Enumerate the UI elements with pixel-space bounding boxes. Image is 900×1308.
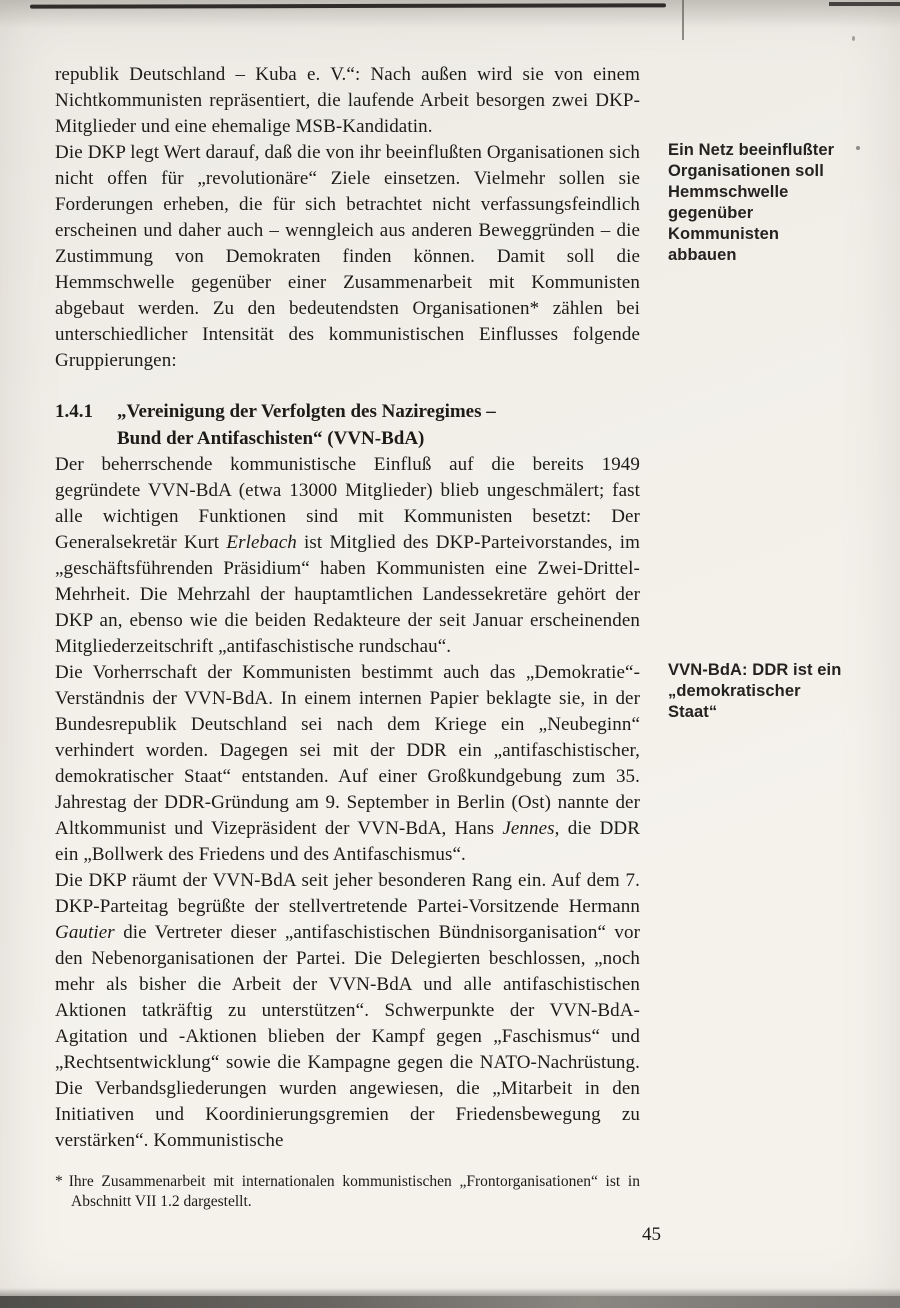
section-number: 1.4.1 bbox=[55, 401, 93, 422]
text-row bbox=[55, 62, 900, 140]
heading-row bbox=[55, 398, 900, 452]
section-title-line2: Bund der Antifaschisten“ (VVN-BdA) bbox=[117, 428, 425, 449]
section-heading bbox=[55, 398, 640, 452]
text-row bbox=[55, 660, 900, 868]
text-row bbox=[55, 140, 900, 374]
text-row bbox=[55, 868, 900, 1154]
margin-note-influenced-organisations: Ein Netz beeinflußter Organisationen soll Hemmschwelle gegenüber Kommunisten abbauen bbox=[668, 141, 835, 264]
section-title bbox=[117, 398, 496, 452]
footnote-row bbox=[55, 1172, 900, 1212]
body-paragraph-continued: republik Deutschland – Kuba e. V.“: Nach außen wird sie von einem Nichtkommunisten repräsentiert, die laufende Arbeit besorgen zwei DKP-Mitglieder und eine ehemalige MSB-Kandidatin. bbox=[55, 64, 640, 137]
body-paragraph: Die Vorherrschaft der Kommunisten bestimmt auch das „Demokratie“-Verständnis der VVN-BdA. In einem internen Papier beklagte sie, in der Bundesrepublik Deutschland sei nach dem Kriege ein „Neubeginn“ verhindert worden. Dagegen sei mit der DDR ein „antifaschistischer, demokratischer Staat“ entstanden. Auf einer Großkundgebung zum 35. Jahrestag der DDR-Gründung am 9. September in Berlin (Ost) nannte der Altkommunist und Vizepräsident der VVN-BdA, Hans Jennes, die DDR ein „Bollwerk des Friedens und des Antifaschismus“. bbox=[55, 662, 640, 865]
section-title-line1: „Vereinigung der Verfolgten des Naziregimes – bbox=[117, 401, 496, 422]
footnote-marker: * bbox=[55, 1173, 63, 1190]
section-gap bbox=[55, 374, 900, 398]
body-paragraph: Die DKP räumt der VVN-BdA seit jeher besonderen Rang ein. Auf dem 7. DKP-Parteitag begrüßte der stellvertretende Partei-Vorsitzende Hermann Gautier die Vertreter dieser „antifaschistischen Bündnisorganisation“ vor den Nebenorganisationen der Partei. Die Delegierten beschlossen, „noch mehr als bisher die Arbeit der VVN-BdA und alle antifaschistischen Aktionen tatkräftig zu unterstützen“. Schwerpunkte der VVN-BdA-Agitation und -Aktionen blieben der Kampf gegen „Faschismus“ und „Rechtsentwicklung“ sowie die Kampagne gegen die NATO-Nachrüstung. Die Verbandsgliederungen wurden angewiesen, die „Mitarbeit in den Initiativen und Koordinierungsgremien der Friedensbewegung zu verstärken“. Kommunistische bbox=[55, 870, 640, 1151]
page-number: 45 bbox=[642, 1224, 661, 1245]
text-row bbox=[55, 452, 900, 660]
pagenum-row bbox=[55, 1222, 900, 1248]
scan-artifact-bottom-band bbox=[0, 1296, 900, 1308]
footnote-text: Ihre Zusammenarbeit mit internationalen kommunistischen „Frontorganisationen“ ist in Abschnitt VII 1.2 dargestellt. bbox=[68, 1173, 640, 1210]
body-paragraph: Der beherrschende kommunistische Einfluß auf die bereits 1949 gegründete VVN-BdA (etwa 13000 Mitglieder) blieb ungeschmälert; fast alle wichtigen Funktionen sind mit Kommunisten besetzt: Der Generalsekretär Kurt Erlebach ist Mitglied des DKP-Parteivorstandes, im „geschäftsführenden Präsidium“ haben Kommunisten eine Zwei-Drittel-Mehrheit. Die Mehrzahl der hauptamtlichen Landessekretäre gehört der DKP an, ebenso wie die beiden Redakteure der seit Januar erscheinenden Mitgliederzeitschrift „antifaschistische rundschau“. bbox=[55, 454, 640, 657]
body-paragraph: Die DKP legt Wert darauf, daß die von ihr beeinflußten Organisationen sich nicht offen für „revolutionäre“ Ziele einsetzen. Vielmehr sollen sie Forderungen erheben, die für sich betrachtet nicht verfassungsfeindlich erscheinen und daher auch – wenngleich aus anderen Beweggründen – die Zustimmung von Demokraten finden können. Damit soll die Hemmschwelle gegenüber einer Zusammenarbeit mit Kommunisten abgebaut werden. Zu den bedeutendsten Organisationen* zählen bei unterschiedlicher Intensität des kommunistischen Einflusses folgende Gruppierungen: bbox=[55, 142, 640, 371]
footnote bbox=[55, 1172, 640, 1212]
scan-artifact-bottom-fade bbox=[0, 1288, 900, 1298]
margin-note-vvn-bda-ddr: VVN-BdA: DDR ist ein „demokratischer Staat“ bbox=[668, 661, 842, 721]
